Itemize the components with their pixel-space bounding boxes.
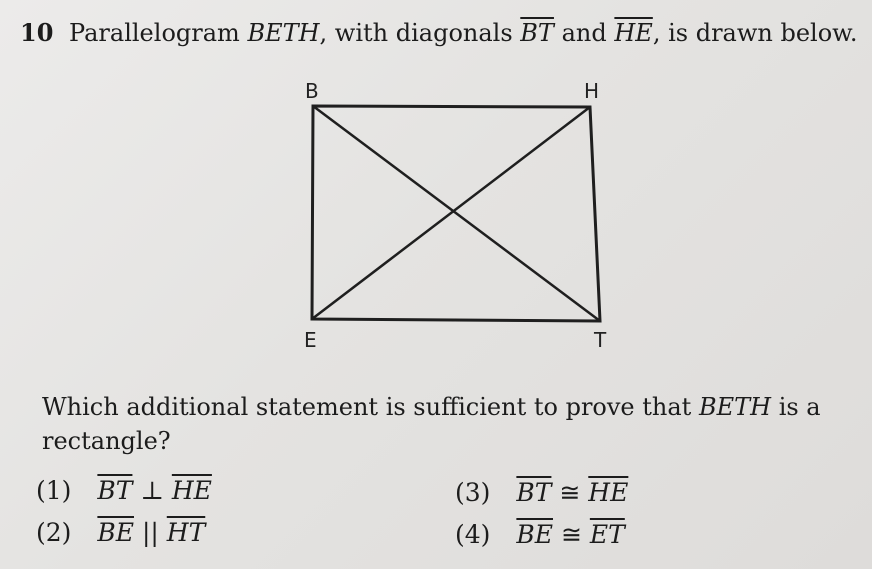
choice-segment-left: $\overline{BT}$ — [97, 476, 133, 505]
question-text-after: , is drawn below. — [652, 19, 858, 47]
choice-segment-right: $\overline{HT}$ — [166, 518, 206, 547]
choice-number: (2) — [36, 518, 72, 547]
question-shape-name: BETH — [247, 19, 320, 47]
vertex-label-e: E — [304, 328, 317, 352]
vertex-label-b: B — [305, 79, 319, 103]
choice-symbol: ≅ — [559, 478, 581, 507]
choice-number: (1) — [36, 476, 72, 505]
prompt-shape-name: BETH — [698, 393, 772, 421]
choice-2[interactable] — [36, 518, 205, 547]
prompt-text-before: Which additional statement is sufficient to prove that — [42, 393, 692, 421]
question-text-middle: , with diagonals — [319, 19, 513, 47]
vertex-label-h: H — [584, 79, 600, 103]
choice-segment-left: $\overline{BE}$ — [516, 520, 553, 549]
choice-segment-right: $\overline{HE}$ — [171, 476, 212, 505]
choice-segment-left: $\overline{BE}$ — [97, 518, 134, 547]
choice-symbol: ≅ — [560, 520, 582, 549]
question-text-before: Parallelogram — [69, 19, 240, 47]
diagonal-he-line — [312, 107, 590, 319]
choice-4[interactable] — [455, 520, 625, 549]
choice-3[interactable] — [455, 478, 628, 507]
vertex-label-t: T — [594, 328, 607, 352]
diagonal-bt: $\overline{BT}$ — [520, 19, 554, 47]
choice-1[interactable] — [36, 476, 212, 505]
prompt-text-after: is a rectangle? — [42, 393, 821, 455]
choice-segment-left: $\overline{BT}$ — [516, 478, 552, 507]
choice-symbol: || — [141, 518, 159, 547]
choice-segment-right: $\overline{ET}$ — [589, 520, 625, 549]
question-number: 10 — [20, 18, 54, 47]
question-and: and — [561, 19, 607, 47]
prompt-text — [42, 390, 862, 458]
choice-number: (4) — [455, 520, 491, 549]
diagonal-bt-line — [313, 106, 600, 321]
choice-number: (3) — [455, 478, 491, 507]
diagonal-he: $\overline{HE}$ — [614, 19, 653, 47]
choice-segment-right: $\overline{HE}$ — [588, 478, 629, 507]
choice-symbol: ⊥ — [140, 476, 164, 505]
